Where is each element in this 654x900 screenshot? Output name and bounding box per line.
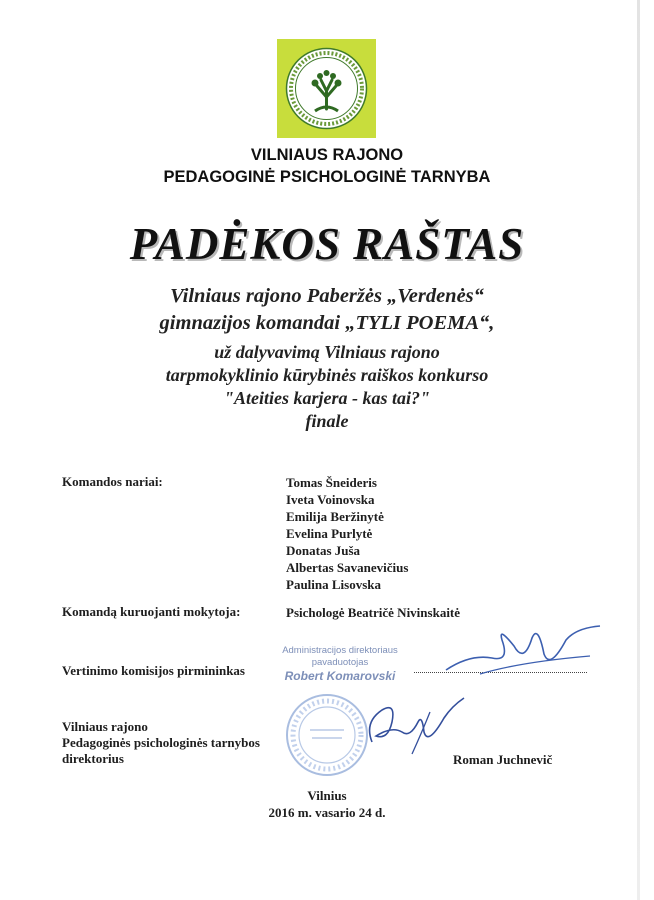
- team-member: Albertas Savanevičius: [286, 560, 409, 575]
- team-member: Donatas Juša: [286, 543, 361, 558]
- team-member: Paulina Lisovska: [286, 577, 382, 592]
- document-title: PADĖKOS RAŠTAS: [129, 219, 525, 269]
- recipient-line-3: už dalyvavimą Vilniaus rajono: [214, 342, 440, 362]
- footer-date: 2016 m. vasario 24 d.: [268, 805, 386, 820]
- page-edge: [637, 0, 640, 900]
- stamp-title-line-1: Administracijos direktoriaus: [282, 645, 398, 656]
- org-line-2: PEDAGOGINĖ PSICHOLOGINĖ TARNYBA: [163, 168, 491, 186]
- director-label-line-3: direktorius: [62, 751, 124, 766]
- recipient-line-4: tarpmokyklinio kūrybinės raiškos konkurso: [165, 365, 489, 385]
- recipient-line-1: Vilniaus rajono Paberžės „Verdenės“: [170, 285, 484, 307]
- org-line-1: VILNIAUS RAJONO: [250, 146, 404, 164]
- team-member: Iveta Voinovska: [286, 492, 375, 507]
- institution-logo: [277, 39, 376, 138]
- teacher-value: Psichologė Beatričė Nivinskaitė: [286, 605, 461, 620]
- teacher-label: Komandą kuruojanti mokytoja:: [62, 604, 241, 619]
- chairman-signature-icon: [440, 618, 610, 684]
- team-member: Evelina Purlytė: [286, 526, 373, 541]
- recipient-line-2: gimnazijos komandai „TYLI POEMA“,: [159, 312, 495, 334]
- team-member: Emilija Beržinytė: [286, 509, 384, 524]
- team-member: Tomas Šneideris: [286, 475, 377, 490]
- director-label-line-1: Vilniaus rajono: [62, 719, 148, 734]
- director-label-line-2: Pedagoginės psichologinės tarnybos: [62, 735, 260, 750]
- recipient-line-5: "Ateities karjera - kas tai?": [224, 388, 430, 408]
- stamp-name: Robert Komarovski: [284, 669, 396, 683]
- stamp-title-line-2: pavaduotojas: [311, 657, 369, 668]
- director-name: Roman Juchnevič: [453, 752, 553, 767]
- team-label: Komandos nariai:: [62, 474, 163, 489]
- committee-label: Vertinimo komisijos pirmininkas: [62, 663, 245, 678]
- recipient-line-6: finale: [305, 411, 349, 431]
- tree-logo-icon: [277, 39, 376, 138]
- footer-city: Vilnius: [307, 788, 347, 803]
